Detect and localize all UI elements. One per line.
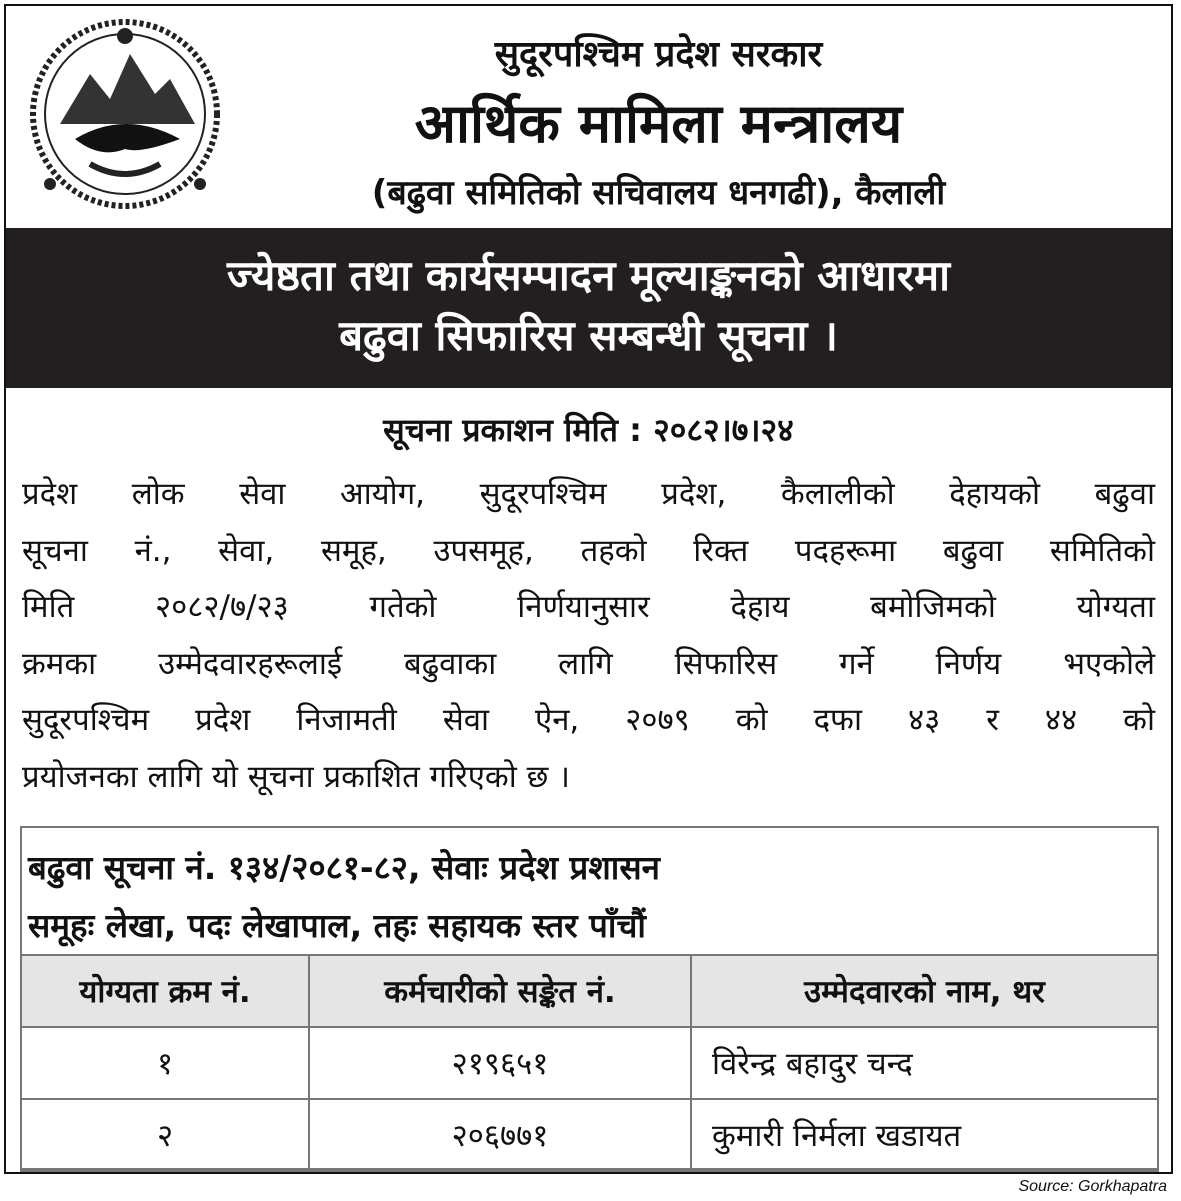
body-line: क्रमका उम्मेदवारहरूलाई बढुवाका लागि सिफारिस गर्ने निर्णय भएकोले [22, 645, 1155, 682]
cell-code: २१९६५१ [309, 1027, 691, 1099]
body-line: सुदूरपश्चिम प्रदेश निजामती सेवा ऐन, २०७९ को दफा ४३ र ४४ को [22, 702, 1155, 738]
body-line: सूचना नं., सेवा, समूह, उपसमूह, तहको रिक्त पदहरूमा बढुवा समितिको [22, 532, 1155, 569]
notice-group-post-level: समूहः लेखा, पदः लेखापाल, तहः सहायक स्तर पाँचौं [28, 906, 646, 945]
candidates-table [20, 954, 1159, 1172]
column-header-code: कर्मचारीको सङ्केत नं. [309, 955, 691, 1027]
publish-date: सूचना प्रकाशन मिति : २०८२।७।२४ [383, 411, 794, 449]
body-line: प्रदेश लोक सेवा आयोग, सुदूरपश्चिम प्रदेश, कैलालीको देहायको बढुवा [22, 476, 1155, 512]
column-header-rank: योग्यता क्रम नं. [21, 955, 309, 1027]
source-credit: Source: Gorkhapatra [1018, 1178, 1167, 1195]
promotion-notice-box [20, 826, 1159, 1170]
notice-number-service: बढुवा सूचना नं. १३४/२०८१-८२, सेवाः प्रदेश प्रशासन [28, 848, 660, 887]
cell-rank: १ [21, 1027, 309, 1099]
table-row [21, 1099, 1158, 1171]
banner-line-1: ज्येष्ठता तथा कार्यसम्पादन मूल्याङ्कनको आधारमा [226, 251, 951, 300]
column-header-name: उम्मेदवारको नाम, थर [691, 955, 1158, 1027]
notice-frame [4, 4, 1173, 1174]
cell-name: कुमारी निर्मला खडायत [691, 1099, 1158, 1171]
body-line: प्रयोजनका लागि यो सूचना प्रकाशित गरिएको छ । [22, 758, 570, 795]
cell-rank: २ [21, 1099, 309, 1171]
header-secretariat: (बढुवा समितिको सचिवालय धनगढी), कैलाली [371, 173, 946, 213]
notice-title-banner [6, 228, 1171, 388]
banner-line-2: बढुवा सिफारिस सम्बन्धी सूचना । [339, 311, 838, 360]
body-line: मिति २०८२/७/२३ गतेको निर्णयानुसार देहाय बमोजिमको योग्यता [22, 589, 1155, 625]
table-row [21, 1027, 1158, 1099]
cell-name: विरेन्द्र बहादुर चन्द [691, 1027, 1158, 1099]
header-state-government: सुदूरपश्चिम प्रदेश सरकार [494, 34, 823, 75]
cell-code: २०६७७१ [309, 1099, 691, 1171]
table-header-row [21, 955, 1158, 1027]
notice-body [22, 466, 1155, 805]
header-ministry-name: आर्थिक मामिला मन्त्रालय [414, 92, 903, 155]
